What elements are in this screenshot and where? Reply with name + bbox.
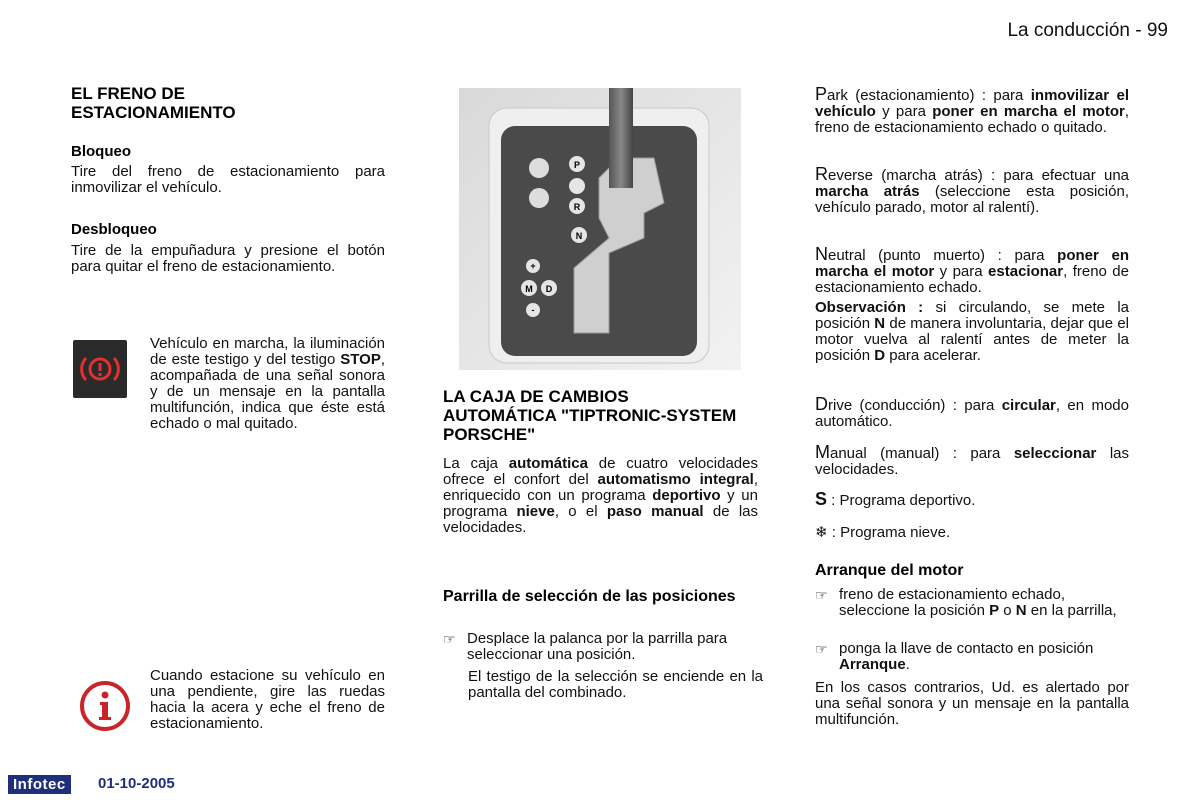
- drive-b: circular: [1001, 397, 1056, 414]
- bullet-hand-icon: ☞: [443, 631, 456, 647]
- bullet-1-text: Desplace la palanca por la parrilla para seleccionar una posición.: [467, 630, 728, 663]
- footer-date: 01-10-2005: [98, 775, 175, 792]
- lock-text: Tire del freno de estacionamiento para inmovilizar el vehículo.: [71, 163, 385, 196]
- park-d: , freno de estacionamiento echado o quitado.: [815, 103, 1129, 136]
- page-header: La conducción - 99: [1007, 20, 1168, 41]
- sb2-a: ponga la llave de contacto en posición: [839, 640, 1094, 657]
- snow-desc: : Programa nieve.: [827, 524, 951, 541]
- rev-b: marcha atrás: [815, 183, 920, 200]
- rev-c: (seleccione esta posición, vehículo parado, motor al ralentí).: [815, 183, 1129, 216]
- park-a: ark (estacionamiento) : para: [827, 87, 1031, 104]
- intro-b3: deportivo: [652, 487, 721, 504]
- bullet-hand-icon: ☞: [815, 587, 828, 603]
- gear-gate-illustration: [459, 88, 741, 370]
- gate-label-p: P: [573, 160, 581, 170]
- grid-title: Parrilla de selección de las posiciones: [443, 588, 736, 605]
- man-c: las velocidades.: [815, 445, 1130, 478]
- neu-b2: estacionar: [988, 263, 1064, 280]
- sb2-b: Arranque: [839, 656, 906, 673]
- info-icon: [79, 680, 131, 732]
- neu-b1: poner en marcha el motor: [815, 247, 1129, 280]
- sport-text: [815, 491, 1129, 509]
- obs-n: N: [874, 315, 886, 332]
- snowflake-icon: ❄: [815, 524, 828, 541]
- parking-brake-warning-icon: [73, 340, 127, 398]
- intro-a: La caja: [443, 455, 509, 472]
- gate-label-m: M: [525, 284, 533, 294]
- warning-text-a: Vehículo en marcha, la iluminación de este testigo y del testigo: [150, 335, 385, 368]
- manual-letter: M: [815, 442, 830, 462]
- sport-desc: : Programa deportivo.: [827, 492, 976, 509]
- start-bullet-1-text: [839, 587, 1129, 619]
- neu-c: y para: [934, 263, 989, 280]
- sb1-b: en la parrilla,: [1026, 602, 1117, 619]
- unlock-title: Desbloqueo: [71, 221, 157, 238]
- gate-label-d: D: [545, 284, 553, 294]
- park-b2: poner en marcha el motor: [932, 103, 1125, 120]
- neu-d: , freno de estacionamiento echado.: [815, 263, 1129, 296]
- park-letter: P: [815, 84, 828, 104]
- park-text: [815, 86, 1129, 136]
- gate-label-plus: +: [530, 261, 536, 271]
- start-bullet-2: [815, 641, 1129, 673]
- gearbox-intro: [443, 456, 758, 536]
- bullet-1: [443, 631, 763, 663]
- intro-b4: nieve: [516, 503, 555, 520]
- obs-label: Observación :: [815, 299, 924, 316]
- man-b: seleccionar: [1013, 445, 1097, 462]
- gate-label-minus: -: [531, 305, 535, 315]
- brake-warning-symbol-icon: [80, 352, 120, 386]
- drive-c: , en modo automático.: [815, 397, 1129, 430]
- intro-c: de cuatro velocidades ofrece el confort del: [443, 455, 758, 488]
- sb1-o: o: [999, 602, 1016, 619]
- info-icon-box: [77, 678, 133, 734]
- observation-text: [815, 300, 1129, 364]
- intro-d: , enriquecido con un programa: [443, 471, 758, 504]
- sb1-p: P: [989, 602, 1000, 619]
- neutral-letter: N: [815, 244, 828, 264]
- intro-e: y un programa: [443, 487, 758, 520]
- manual-text: [815, 444, 1129, 478]
- intro-f: , o el: [554, 503, 607, 520]
- reverse-text: [815, 166, 1129, 216]
- intro-b2: automatismo integral: [597, 471, 754, 488]
- sb1-a: freno de estacionamiento echado, seleccione la posición: [839, 586, 1065, 619]
- rev-a: everse (marcha atrás) : para efectuar una: [828, 167, 1129, 184]
- drive-letter: D: [815, 394, 828, 414]
- bullet-hand-icon: ☞: [815, 641, 828, 657]
- sport-letter: S: [815, 489, 828, 509]
- gearbox-title: LA CAJA DE CAMBIOS AUTOMÁTICA "TIPTRONIC-SYSTEM PORSCHE": [443, 387, 737, 444]
- parking-brake-title: EL FRENO DE ESTACIONAMIENTO: [71, 84, 236, 122]
- bullet-1-note: El testigo de la selección se enciende en la pantalla del combinado.: [468, 668, 763, 701]
- warning-text-top: [150, 336, 385, 432]
- obs-b: de manera involuntaria, dejar que el motor vuelva al ralentí antes de meter la posición: [815, 315, 1129, 364]
- lock-title: Bloqueo: [71, 143, 131, 160]
- infotec-logo: Infotec: [8, 775, 71, 794]
- reverse-letter: R: [815, 164, 828, 184]
- start-title: Arranque del motor: [815, 562, 964, 579]
- gate-label-n: N: [575, 231, 583, 241]
- intro-b5: paso manual: [606, 503, 704, 520]
- intro-b1: automática: [508, 455, 588, 472]
- drive-a: rive (conducción) : para: [828, 397, 1002, 414]
- start-bullet-1: [815, 587, 1129, 619]
- warning-text-b: , acompañada de una señal sonora y de un mensaje en la pantalla multifunción, indica que éste está echado o mal quitado.: [150, 351, 385, 432]
- park-c: y para: [875, 103, 933, 120]
- final-text: En los casos contrarios, Ud. es alertado por una señal sonora y un mensaje en la pantalla multifunción.: [815, 679, 1129, 728]
- gear-selector-image: [459, 88, 741, 370]
- obs-a: si circulando, se mete la posición: [815, 299, 1129, 332]
- start-bullet-2-text: [839, 641, 1129, 673]
- unlock-text: Tire de la empuñadura y presione el botón para quitar el freno de estacionamiento.: [71, 242, 385, 275]
- drive-text: [815, 396, 1129, 430]
- sb2-c: .: [905, 656, 910, 673]
- gate-label-r: R: [573, 202, 581, 212]
- man-a: anual (manual) : para: [830, 445, 1014, 462]
- snow-text: [815, 525, 1129, 541]
- obs-c: para acelerar.: [885, 347, 981, 364]
- obs-d: D: [874, 347, 886, 364]
- sb1-n: N: [1015, 602, 1027, 619]
- warning-stop: STOP: [340, 351, 381, 368]
- neu-a: eutral (punto muerto) : para: [828, 247, 1058, 264]
- info-text: Cuando estacione su vehículo en una pendiente, gire las ruedas hacia la acera y eche el freno de estacionamiento.: [150, 667, 385, 732]
- park-b1: inmovilizar el vehículo: [815, 87, 1129, 120]
- intro-g: de las velocidades.: [443, 503, 758, 536]
- neutral-text: [815, 246, 1129, 296]
